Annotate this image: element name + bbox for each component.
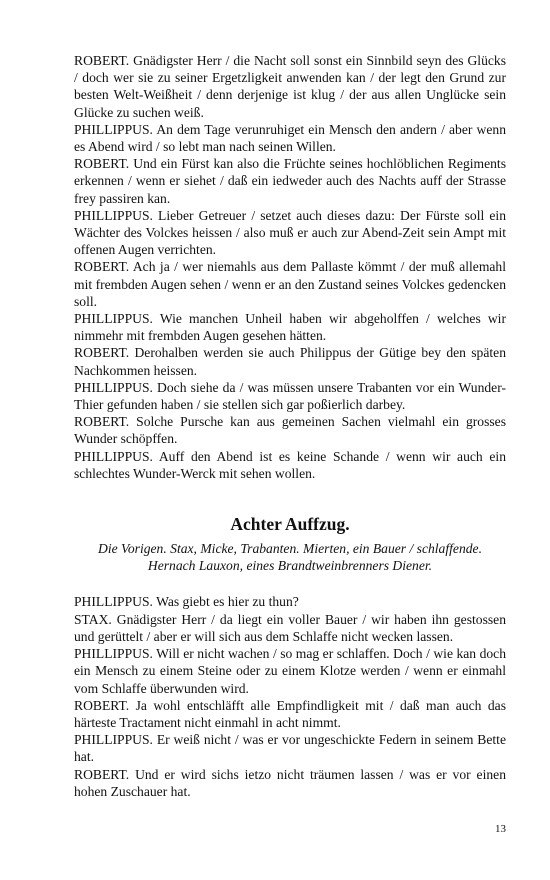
dialogue-line: ROBERT. Und ein Fürst kan also die Früchte seines hochlöblichen Regiments erkennen / wenn er siehet / daß ein iedweder auch des Nachts auff der Strasse frey passiren kan.: [74, 156, 506, 206]
dialogue-line: PHILLIPPUS. Er weiß nicht / was er vor ungeschickte Federn in seinem Bette hat.: [74, 732, 506, 765]
dialogue-line: PHILLIPPUS. An dem Tage verunruhiget ein Mensch den andern / aber wenn es Abend wird / so lebt man nach seinen Willen.: [74, 121, 506, 155]
dialogue-line: ROBERT. Derohalben werden sie auch Philippus der Gütige bey den späten Nachkommen heissen.: [74, 345, 506, 378]
page-number: 13: [495, 823, 506, 835]
scene-seven-dialogue: [74, 52, 506, 482]
dialogue-line: ROBERT. Und er wird sichs ietzo nicht träumen lassen / was er vor einen hohen Zuschauer hat.: [74, 766, 506, 799]
scene-heading: Achter Auffzug.: [230, 514, 350, 535]
stage-direction-line: Die Vorigen. Stax, Micke, Trabanten. Mierten, ein Bauer / schlaffende.: [98, 541, 482, 557]
dialogue-line: PHILLIPPUS. Wie manchen Unheil haben wir abgeholffen / welches wir nimmehr mit frembden Augen gesehen hätten.: [74, 311, 506, 344]
stage-direction: [74, 540, 506, 574]
dialogue-line: ROBERT. Gnädigster Herr / die Nacht soll sonst ein Sinnbild seyn des Glücks / doch wer sie zu seiner Ergetzligkeit anwenden kan / der legt den Grund zur besten Welt-Weißheit / denn derjenige ist klug / der aus allen Unglücke sein Glücke zu suchen weiß.: [74, 53, 506, 120]
dialogue-line: ROBERT. Solche Pursche kan aus gemeinen Sachen vielmahl ein grosses Wunder schöpffen.: [74, 414, 506, 447]
dialogue-line: PHILLIPPUS. Doch siehe da / was müssen unsere Trabanten vor ein Wunder-Thier gefunden haben / sie stellen sich gar poßierlich darbey.: [74, 379, 506, 413]
dialogue-line: PHILLIPPUS. Auff den Abend ist es keine Schande / wenn wir auch ein schlechtes Wunder-Werck mit sehen wollen.: [74, 448, 506, 481]
dialogue-line: PHILLIPPUS. Will er nicht wachen / so mag er schlaffen. Doch / wie kan doch ein Mensch zu einem Steine oder zu einem Klotze werden / wenn er einmahl vom Schlaffe überwunden wird.: [74, 646, 506, 696]
dialogue-line: PHILLIPPUS. Was giebt es hier zu thun?: [74, 594, 299, 610]
dialogue-line: STAX. Gnädigster Herr / da liegt ein voller Bauer / wir haben ihn gestossen und gerüttelt / aber er will sich aus dem Schlaffe nicht wecken lassen.: [74, 611, 506, 644]
page-body: [74, 52, 506, 800]
dialogue-line: ROBERT. Ja wohl entschläfft alle Empfindligkeit mit / daß man auch das härteste Tractament nicht einmahl in acht nimmt.: [74, 697, 506, 730]
scene-eight-dialogue: [74, 593, 506, 799]
dialogue-line: PHILLIPPUS. Lieber Getreuer / setzet auch dieses dazu: Der Fürste soll ein Wächter des Volckes heissen / also muß er auch zur Abend-Zeit sein Ampt mit offenen Augen verrichten.: [74, 207, 506, 258]
stage-direction-line: Hernach Lauxon, eines Brandtweinbrenners Diener.: [147, 558, 433, 574]
dialogue-line: ROBERT. Ach ja / wer niemahls aus dem Pallaste kömmt / der muß allemahl mit frembden Augen sehen / wenn er an den Zustand seines Volckes gedencken soll.: [74, 259, 506, 309]
